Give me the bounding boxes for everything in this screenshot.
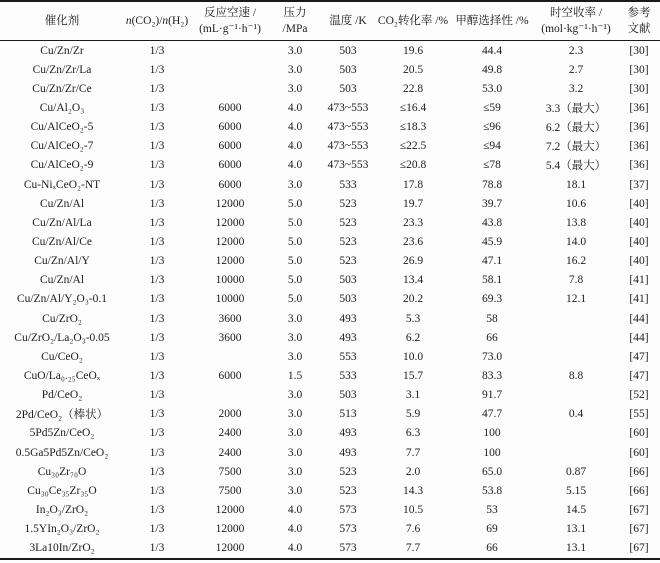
cell-co2-conversion: 7.6: [405, 523, 421, 536]
table-row: [0, 500, 660, 519]
cell-catalyst: 1.5YIn₂O₃/ZrO₂: [24, 523, 100, 536]
cell-pressure: 3.0: [287, 350, 303, 363]
cell-space-time-yield: 7.2（最大）: [545, 141, 607, 154]
cell-catalyst: 2Pd/CeO₂（棒状）: [15, 409, 109, 422]
cell-space-time-yield: [534, 328, 618, 347]
cell-pressure: 5.0: [287, 236, 303, 248]
space-velocity-label: 反应空速 /: [203, 7, 257, 19]
cell-co2-conversion: 3.1: [405, 389, 421, 402]
cell-co2-h2-ratio: 1/3: [149, 82, 165, 95]
cell-space-time-yield: 7.8: [568, 274, 584, 287]
cell-co2-conversion: ≤20.8: [399, 159, 427, 172]
cell-space-time-yield: 16.2: [565, 255, 587, 268]
cell-co2-h2-ratio: 1/3: [149, 446, 165, 459]
cell-space-velocity: 6000: [218, 121, 242, 134]
cell-methanol-selectivity: 43.8: [481, 216, 503, 229]
cell-pressure: 4.0: [287, 102, 303, 115]
cell-catalyst: Cu/Zn/Al/Y₂O₃-0.1: [16, 293, 108, 306]
cell-catalyst: Cu/Zn/Zr: [40, 44, 84, 57]
cell-temperature: 523: [339, 216, 357, 229]
cell-co2-h2-ratio: 1/3: [149, 178, 165, 191]
cell-pressure: 3.0: [287, 178, 303, 191]
cell-catalyst: Cu/Al₂O₃: [39, 102, 85, 115]
cell-reference: [40]: [629, 216, 649, 229]
cell-methanol-selectivity: 58.1: [481, 274, 503, 287]
table-row: [0, 98, 660, 117]
cell-catalyst: Cu-NiₓCeO₂-NT: [23, 178, 101, 191]
cell-reference: [44]: [629, 312, 649, 325]
cell-methanol-selectivity: 83.3: [481, 369, 503, 382]
cell-reference: [66]: [629, 465, 649, 478]
cell-space-velocity: 6000: [218, 102, 242, 115]
header-catalyst: 催化剂: [0, 1, 124, 41]
cell-space-velocity: [190, 79, 270, 98]
cell-co2-conversion: 10.0: [402, 350, 424, 363]
ratio-t1: (CO₂)/: [131, 14, 163, 27]
cell-co2-h2-ratio: 1/3: [149, 427, 165, 440]
cell-co2-conversion: 17.8: [402, 178, 424, 191]
cell-space-velocity: [190, 41, 270, 61]
cell-temperature: 503: [339, 44, 357, 57]
cell-co2-h2-ratio: 1/3: [149, 63, 165, 76]
cell-co2-conversion: ≤22.5: [399, 140, 427, 153]
cell-temperature: 513: [339, 408, 357, 421]
cell-space-time-yield: [534, 386, 618, 405]
cell-space-velocity: 12000: [215, 236, 245, 248]
cell-space-velocity: 12000: [215, 255, 245, 268]
cell-catalyst: In₂O₃/ZrO₂: [35, 503, 89, 516]
cell-space-velocity: 12000: [215, 197, 245, 210]
cell-pressure: 4.0: [287, 503, 303, 516]
cell-co2-h2-ratio: 1/3: [149, 484, 165, 497]
cell-methanol-selectivity: 100: [483, 446, 501, 459]
cell-catalyst: Cu₃₀Zr₇₀O: [37, 465, 87, 478]
cell-co2-h2-ratio: 1/3: [149, 465, 165, 478]
cell-temperature: 493: [339, 331, 357, 344]
cell-catalyst: Pd/CeO₂: [41, 389, 83, 402]
cell-reference: [67]: [629, 523, 649, 536]
cell-pressure: 5.0: [287, 197, 303, 210]
cell-space-time-yield: 2.7: [568, 63, 584, 76]
table-header: [0, 1, 660, 41]
ratio-n2: n: [162, 14, 169, 27]
cell-reference: [36]: [629, 159, 649, 172]
table-row: [0, 60, 660, 79]
cell-space-velocity: 3600: [218, 331, 242, 344]
cell-co2-conversion: ≤16.4: [399, 102, 427, 115]
cell-temperature: 503: [339, 389, 357, 402]
table-row: [0, 520, 660, 539]
cell-space-velocity: 12000: [215, 523, 245, 536]
cell-co2-conversion: 2.0: [405, 465, 421, 478]
cell-temperature: 573: [339, 503, 357, 516]
cell-temperature: 533: [339, 369, 357, 382]
table-row: [0, 290, 660, 309]
header-space-time-yield: [534, 1, 618, 41]
cell-co2-conversion: 6.3: [405, 427, 421, 440]
cell-space-velocity: 7500: [218, 484, 242, 497]
cell-temperature: 523: [339, 465, 357, 478]
cell-methanol-selectivity: 44.4: [481, 44, 503, 57]
cell-temperature: 573: [339, 542, 357, 555]
cell-reference: [67]: [629, 503, 649, 516]
cell-space-velocity: 2400: [218, 446, 242, 459]
cell-catalyst: Cu/Zn/Zr/Ce: [32, 82, 92, 95]
cell-temperature: 473~553: [327, 159, 369, 172]
cell-space-velocity: 10000: [215, 293, 245, 306]
cell-methanol-selectivity: 78.8: [481, 178, 503, 191]
cell-space-velocity: 6000: [218, 178, 242, 191]
cell-temperature: 523: [339, 197, 357, 210]
cell-co2-h2-ratio: 1/3: [149, 503, 165, 516]
reference-label-line2: 文献: [627, 22, 651, 35]
cell-pressure: 3.0: [287, 331, 303, 344]
cell-space-time-yield: 12.1: [565, 293, 587, 306]
cell-space-time-yield: [534, 309, 618, 328]
cell-space-time-yield: 2.3: [568, 44, 584, 57]
cell-reference: [47]: [629, 350, 649, 363]
cell-methanol-selectivity: 69.3: [481, 293, 503, 306]
cell-co2-conversion: 20.5: [402, 63, 424, 76]
cell-space-velocity: [190, 60, 270, 79]
cell-co2-h2-ratio: 1/3: [149, 197, 165, 210]
cell-reference: [40]: [629, 236, 649, 248]
cell-co2-h2-ratio: 1/3: [149, 159, 165, 172]
cell-catalyst: Cu/Zn/Al/Ce: [31, 236, 93, 248]
cell-methanol-selectivity: 45.9: [481, 236, 503, 248]
cell-space-time-yield: 0.4: [568, 408, 584, 421]
cell-co2-conversion: 15.7: [402, 369, 424, 382]
table-row: [0, 156, 660, 175]
cell-catalyst: Cu/AlCeO₂-7: [30, 140, 94, 153]
cell-co2-conversion: 23.3: [402, 216, 424, 229]
cell-reference: [60]: [629, 427, 649, 440]
cell-pressure: 3.0: [287, 63, 303, 76]
cell-space-velocity: 3600: [218, 312, 242, 325]
cell-methanol-selectivity: ≤96: [483, 121, 501, 134]
cell-space-time-yield: 13.1: [565, 523, 587, 536]
cell-pressure: 5.0: [287, 216, 303, 229]
cell-space-velocity: 6000: [218, 369, 242, 382]
cell-co2-conversion: 20.2: [402, 293, 424, 306]
cell-space-time-yield: 14.0: [565, 236, 587, 248]
cell-methanol-selectivity: 66: [486, 331, 498, 344]
cell-space-time-yield: 8.8: [568, 369, 584, 382]
cell-catalyst: CuO/La₀.₂₅CeOₓ: [23, 369, 101, 382]
cell-pressure: 3.0: [287, 44, 303, 57]
header-methanol-selectivity: 甲醇选择性 /%: [450, 1, 534, 41]
cell-catalyst: Cu/AlCeO₂-9: [30, 159, 94, 172]
table-row: [0, 232, 660, 251]
table-row: [0, 194, 660, 213]
cell-reference: [37]: [629, 178, 649, 191]
cell-co2-h2-ratio: 1/3: [149, 274, 165, 287]
cell-temperature: 533: [339, 178, 357, 191]
cell-reference: [36]: [629, 102, 649, 115]
cell-pressure: 3.0: [287, 446, 303, 459]
cell-temperature: 473~553: [327, 102, 369, 115]
cell-co2-h2-ratio: 1/3: [149, 542, 165, 555]
sty-unit: (mol·kg⁻¹·h⁻¹): [541, 22, 611, 35]
header-pressure: 压力 /MPa: [270, 1, 320, 41]
cell-methanol-selectivity: 91.7: [481, 389, 503, 402]
ratio-n1: n: [125, 14, 132, 27]
cell-pressure: 4.0: [287, 140, 303, 153]
cell-space-time-yield: 3.3（最大）: [545, 103, 607, 116]
table-row: [0, 328, 660, 347]
cell-space-velocity: [190, 347, 270, 366]
cell-co2-conversion: 22.8: [402, 82, 424, 95]
table-row: [0, 175, 660, 194]
cell-temperature: 503: [339, 82, 357, 95]
space-velocity-unit: (mL·g⁻¹·h⁻¹): [199, 22, 261, 35]
cell-methanol-selectivity: ≤59: [483, 102, 501, 115]
cell-co2-h2-ratio: 1/3: [149, 331, 165, 344]
cell-pressure: 5.0: [287, 255, 303, 268]
table-row: [0, 539, 660, 559]
cell-temperature: 503: [339, 63, 357, 76]
cell-reference: [55]: [629, 408, 649, 421]
cell-temperature: 553: [339, 350, 357, 363]
cell-temperature: 493: [339, 446, 357, 459]
cell-space-time-yield: 13.8: [565, 216, 587, 229]
cell-catalyst: Cu/AlCeO₂-5: [30, 121, 94, 134]
table-row: [0, 213, 660, 232]
cell-pressure: 3.0: [287, 484, 303, 497]
cell-space-time-yield: [534, 424, 618, 443]
cell-catalyst: Cu/Zn/Al/Y: [34, 255, 90, 268]
cell-space-time-yield: 5.15: [565, 484, 587, 497]
cell-space-time-yield: 5.4（最大）: [545, 160, 607, 173]
cell-co2-h2-ratio: 1/3: [149, 236, 165, 248]
table-row: [0, 462, 660, 481]
table-row: [0, 79, 660, 98]
cell-reference: [36]: [629, 140, 649, 153]
cell-space-time-yield: 6.2（最大）: [545, 122, 607, 135]
cell-co2-conversion: 14.3: [402, 484, 424, 497]
cell-temperature: 523: [339, 255, 357, 268]
cell-catalyst: 0.5Ga5Pd5Zn/CeO₂: [15, 446, 109, 459]
cell-co2-conversion: 19.6: [402, 44, 424, 57]
table-row: [0, 424, 660, 443]
cell-co2-conversion: 5.9: [405, 408, 421, 421]
table-row: [0, 443, 660, 462]
cell-space-time-yield: 18.1: [565, 178, 587, 191]
cell-space-velocity: 12000: [215, 542, 245, 555]
cell-pressure: 3.0: [287, 389, 303, 402]
cell-temperature: 493: [339, 427, 357, 440]
cell-reference: [36]: [629, 121, 649, 134]
cell-reference: [41]: [629, 274, 649, 287]
cell-methanol-selectivity: 47.7: [481, 408, 503, 421]
cell-space-velocity: 12000: [215, 503, 245, 516]
cell-reference: [30]: [629, 82, 649, 95]
cell-temperature: 503: [339, 293, 357, 306]
cell-pressure: 4.0: [287, 523, 303, 536]
cell-space-velocity: 6000: [218, 159, 242, 172]
header-temperature: 温度 /K: [320, 1, 376, 41]
cell-catalyst: 5Pd5Zn/CeO₂: [29, 427, 95, 440]
cell-co2-h2-ratio: 1/3: [149, 255, 165, 268]
cell-temperature: 573: [339, 523, 357, 536]
cell-co2-h2-ratio: 1/3: [149, 408, 165, 421]
cell-temperature: 523: [339, 236, 357, 248]
cell-methanol-selectivity: 66: [486, 542, 498, 555]
cell-co2-conversion: 7.7: [405, 446, 421, 459]
cell-co2-h2-ratio: 1/3: [149, 350, 165, 363]
cell-catalyst: Cu/Zn/Zr/La: [32, 63, 92, 76]
table-row: [0, 347, 660, 366]
cell-methanol-selectivity: ≤78: [483, 159, 501, 172]
cell-reference: [66]: [629, 484, 649, 497]
cell-space-time-yield: [534, 443, 618, 462]
cell-reference: [40]: [629, 255, 649, 268]
cell-methanol-selectivity: ≤94: [483, 140, 501, 153]
cell-catalyst: Cu/ZrO₂: [42, 312, 82, 325]
cell-catalyst: Cu/Zn/Al: [39, 197, 85, 210]
header-row: [0, 1, 660, 41]
cell-co2-conversion: 10.5: [402, 503, 424, 516]
cell-reference: [47]: [629, 369, 649, 382]
cell-co2-h2-ratio: 1/3: [149, 44, 165, 57]
cell-methanol-selectivity: 49.8: [481, 63, 503, 76]
cell-co2-h2-ratio: 1/3: [149, 389, 165, 402]
cell-co2-h2-ratio: 1/3: [149, 369, 165, 382]
cell-co2-conversion: 13.4: [402, 274, 424, 287]
cell-methanol-selectivity: 100: [483, 427, 501, 440]
cell-space-time-yield: 10.6: [565, 197, 587, 210]
cell-pressure: 3.0: [287, 408, 303, 421]
cell-temperature: 473~553: [327, 121, 369, 134]
cell-reference: [60]: [629, 446, 649, 459]
cell-pressure: 3.0: [287, 82, 303, 95]
cell-co2-h2-ratio: 1/3: [149, 312, 165, 325]
cell-space-velocity: 10000: [215, 274, 245, 287]
cell-space-velocity: 6000: [218, 140, 242, 153]
cell-pressure: 3.0: [287, 312, 303, 325]
cell-temperature: 473~553: [327, 140, 369, 153]
cell-co2-h2-ratio: 1/3: [149, 102, 165, 115]
ratio-t2: (H₂): [168, 14, 189, 27]
header-reference: [618, 1, 660, 41]
cell-co2-h2-ratio: 1/3: [149, 216, 165, 229]
cell-methanol-selectivity: 53: [486, 503, 498, 516]
cell-catalyst: Cu₃₀Ce₃₅Zr₃₅O: [27, 484, 97, 497]
cell-methanol-selectivity: 47.1: [481, 255, 503, 268]
cell-temperature: 493: [339, 312, 357, 325]
cell-methanol-selectivity: 69: [486, 523, 498, 536]
header-co2-conversion: CO₂转化率 /%: [376, 1, 450, 41]
cell-methanol-selectivity: 39.7: [481, 197, 503, 210]
table-row: [0, 309, 660, 328]
cell-methanol-selectivity: 65.0: [481, 465, 503, 478]
cell-co2-conversion: 5.3: [405, 312, 421, 325]
cell-space-time-yield: 14.5: [565, 503, 587, 516]
cell-co2-conversion: 6.2: [405, 331, 421, 344]
header-space-velocity: [190, 1, 270, 41]
cell-co2-h2-ratio: 1/3: [149, 121, 165, 134]
cell-pressure: 4.0: [287, 542, 303, 555]
cell-pressure: 3.0: [287, 427, 303, 440]
cell-methanol-selectivity: 58: [486, 312, 498, 325]
cell-co2-conversion: ≤18.3: [399, 121, 427, 134]
cell-catalyst: Cu/CeO₂: [41, 350, 83, 363]
table-row: [0, 366, 660, 385]
cell-pressure: 3.0: [287, 465, 303, 478]
cell-methanol-selectivity: 53.8: [481, 484, 503, 497]
table-body: [0, 41, 660, 559]
cell-temperature: 503: [339, 274, 357, 287]
table-row: [0, 481, 660, 500]
table-row: [0, 118, 660, 137]
header-co2-h2-ratio: [124, 1, 190, 41]
cell-methanol-selectivity: 53.0: [481, 82, 503, 95]
cell-catalyst: 3La10In/ZrO₂: [29, 542, 95, 555]
cell-co2-h2-ratio: 1/3: [149, 140, 165, 153]
reference-label-line1: 参考: [627, 7, 651, 19]
cell-reference: [67]: [629, 542, 649, 555]
table-row: [0, 137, 660, 156]
cell-reference: [30]: [629, 63, 649, 76]
cell-space-velocity: 2000: [218, 408, 242, 421]
cell-pressure: 4.0: [287, 159, 303, 172]
cell-pressure: 5.0: [287, 293, 303, 306]
table-row: [0, 405, 660, 424]
table-row: [0, 252, 660, 271]
cell-reference: [41]: [629, 293, 649, 306]
cell-catalyst: Cu/ZrO₂/La₂O₃-0.05: [14, 331, 110, 344]
cell-space-velocity: [190, 386, 270, 405]
cell-space-velocity: 2400: [218, 427, 242, 440]
cell-reference: [52]: [629, 389, 649, 402]
table-row: [0, 41, 660, 61]
cell-methanol-selectivity: 73.0: [481, 350, 503, 363]
cell-co2-h2-ratio: 1/3: [149, 293, 165, 306]
cell-pressure: 1.5: [287, 369, 303, 382]
cell-temperature: 523: [339, 484, 357, 497]
cell-reference: [44]: [629, 331, 649, 344]
table-row: [0, 271, 660, 290]
cell-co2-conversion: 26.9: [402, 255, 424, 268]
cell-space-time-yield: 13.1: [565, 542, 587, 555]
cell-catalyst: Cu/Zn/Al: [39, 274, 85, 287]
sty-label: 时空收率 /: [549, 7, 603, 19]
cell-co2-conversion: 23.6: [402, 236, 424, 248]
cell-space-velocity: 7500: [218, 465, 242, 478]
cell-space-time-yield: 3.2: [568, 82, 584, 95]
cell-space-velocity: 12000: [215, 216, 245, 229]
cell-co2-conversion: 19.7: [402, 197, 424, 210]
cell-catalyst: Cu/Zn/Al/La: [32, 216, 92, 229]
cell-pressure: 5.0: [287, 274, 303, 287]
cell-space-time-yield: 0.87: [565, 465, 587, 478]
cell-reference: [30]: [629, 44, 649, 57]
cell-co2-h2-ratio: 1/3: [149, 523, 165, 536]
cell-reference: [40]: [629, 197, 649, 210]
cell-pressure: 4.0: [287, 121, 303, 134]
cell-co2-conversion: 7.7: [405, 542, 421, 555]
table-row: [0, 386, 660, 405]
cell-space-time-yield: [534, 347, 618, 366]
